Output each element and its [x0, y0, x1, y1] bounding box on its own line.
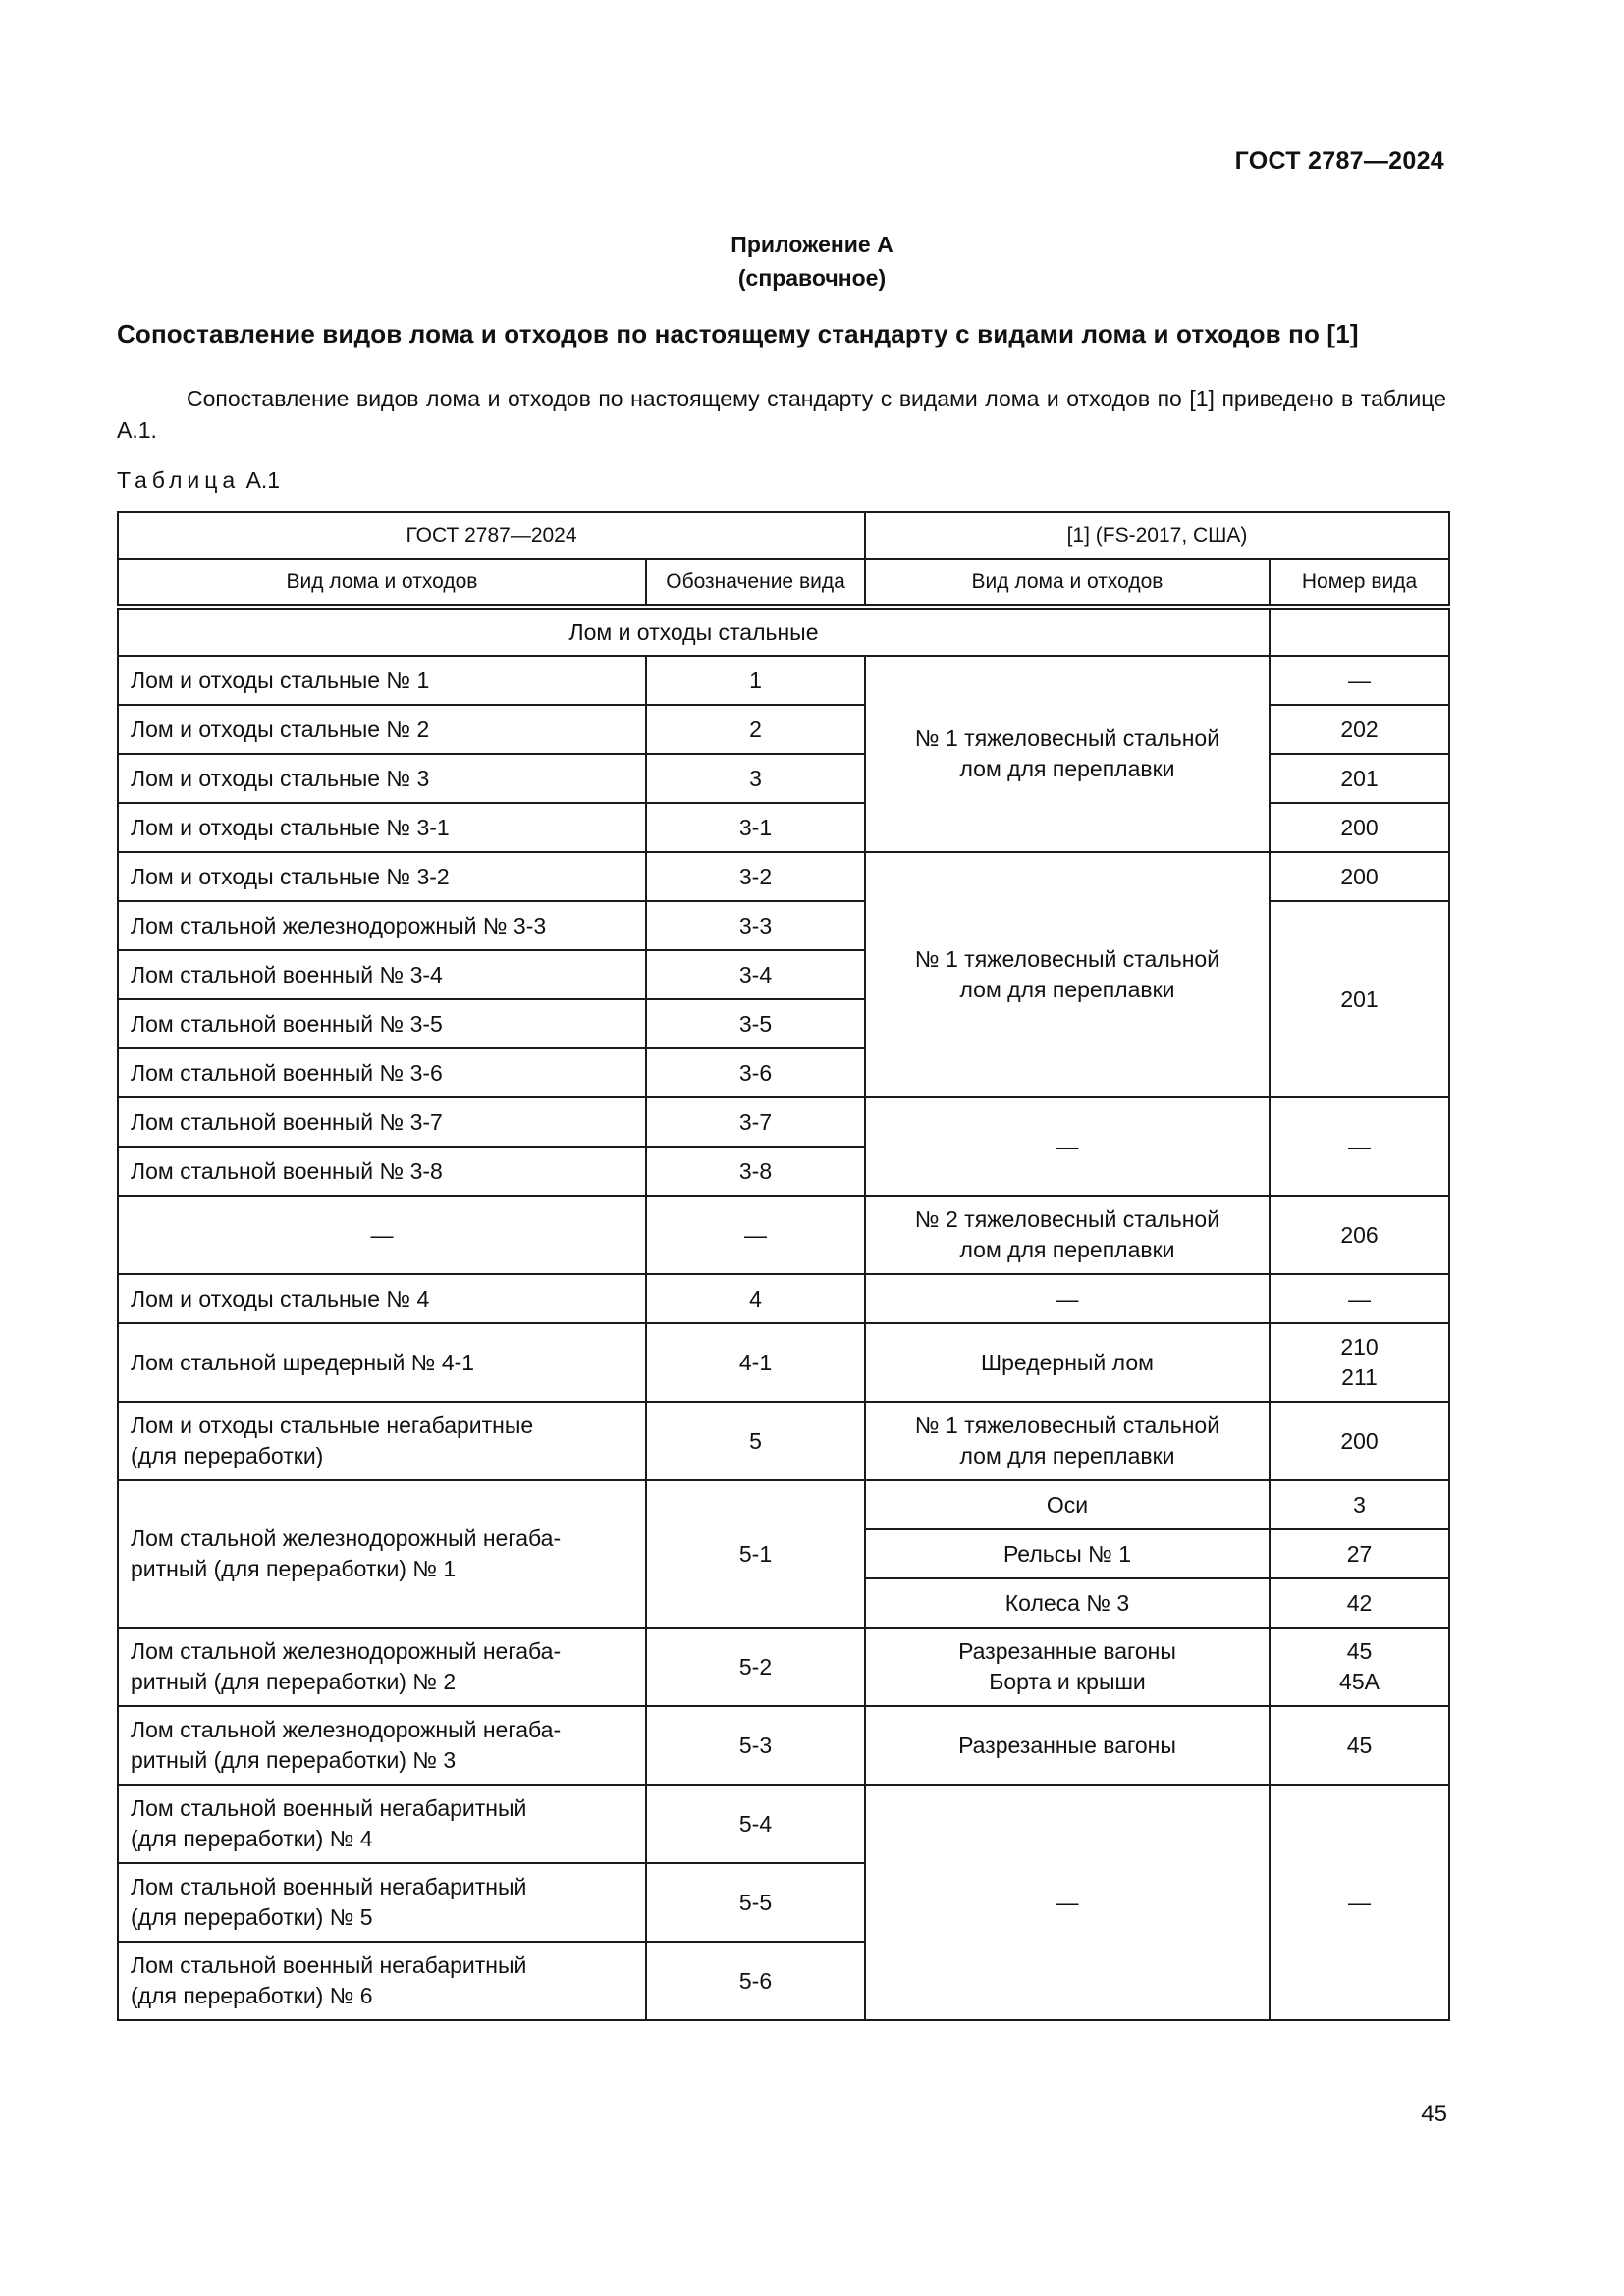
table-header-row: [118, 512, 1449, 559]
table-subheader-row: [118, 559, 1449, 607]
appendix-title: Приложение А: [731, 232, 893, 257]
kind-cell: Лом стальной военный негабаритный (для переработки) № 4: [118, 1785, 646, 1863]
kind-cell: Лом и отходы стальные № 2: [118, 705, 646, 754]
kind-cell: Лом и отходы стальные № 3: [118, 754, 646, 803]
ref-kind-cell: № 1 тяжеловесный стальной лом для переплавки: [865, 1402, 1270, 1480]
kind-cell: Лом стальной военный № 3-5: [118, 999, 646, 1048]
code-cell: 3-4: [646, 950, 865, 999]
table-caption-word: Таблица: [117, 467, 241, 493]
kind-cell: Лом стальной шредерный № 4-1: [118, 1323, 646, 1402]
table-row: [118, 1706, 1449, 1785]
kind-cell: Лом стальной военный № 3-6: [118, 1048, 646, 1097]
kind-cell: Лом стальной железнодорожный негаба- ритный (для переработки) № 1: [118, 1480, 646, 1628]
ref-kind-cell: Разрезанные вагоны: [865, 1706, 1270, 1785]
section-title: Сопоставление видов лома и отходов по настоящему стандарту с видами лома и отходов по [1]: [117, 319, 1359, 348]
ref-num-cell: 27: [1270, 1529, 1449, 1578]
ref-kind-cell: № 1 тяжеловесный стальной лом для переплавки: [865, 852, 1270, 1097]
comparison-table: [117, 511, 1450, 2021]
table-caption-number: А.1: [245, 467, 281, 493]
code-cell: 4: [646, 1274, 865, 1323]
ref-num-cell: 200: [1270, 803, 1449, 852]
table-row: [118, 1785, 1449, 1863]
code-cell: 3-1: [646, 803, 865, 852]
table-row: [118, 1402, 1449, 1480]
ref-kind-cell: № 2 тяжеловесный стальной лом для переплавки: [865, 1196, 1270, 1274]
code-cell: 3: [646, 754, 865, 803]
ref-kind-cell: Шредерный лом: [865, 1323, 1270, 1402]
kind-cell: Лом стальной железнодорожный негаба- ритный (для переработки) № 3: [118, 1706, 646, 1785]
ref-num-cell: 201: [1270, 901, 1449, 1097]
table-caption: [117, 467, 280, 494]
ref-kind-cell: —: [865, 1274, 1270, 1323]
code-cell: 3-7: [646, 1097, 865, 1147]
code-cell: 3-5: [646, 999, 865, 1048]
ref-num-cell: 202: [1270, 705, 1449, 754]
section-row: [118, 607, 1449, 656]
header-fs: [1] (FS-2017, США): [865, 512, 1449, 559]
ref-num-cell: 3: [1270, 1480, 1449, 1529]
table-row: [118, 1196, 1449, 1274]
table-row: [118, 656, 1449, 705]
table-row: [118, 852, 1449, 901]
code-cell: 5-6: [646, 1942, 865, 2020]
table-row: [118, 1274, 1449, 1323]
code-cell: 3-8: [646, 1147, 865, 1196]
kind-cell: Лом и отходы стальные № 4: [118, 1274, 646, 1323]
ref-num-cell: —: [1270, 1274, 1449, 1323]
ref-kind-cell: —: [865, 1785, 1270, 2020]
kind-cell: Лом стальной железнодорожный № 3-3: [118, 901, 646, 950]
kind-cell: Лом стальной военный № 3-7: [118, 1097, 646, 1147]
kind-cell: Лом стальной военный негабаритный (для переработки) № 5: [118, 1863, 646, 1942]
ref-num-cell: 201: [1270, 754, 1449, 803]
ref-kind-cell: Разрезанные вагоны Борта и крыши: [865, 1628, 1270, 1706]
ref-num-cell: —: [1270, 1097, 1449, 1196]
ref-num-cell: 200: [1270, 852, 1449, 901]
code-cell: 2: [646, 705, 865, 754]
ref-num-cell: 200: [1270, 1402, 1449, 1480]
col-header-ref-kind: Вид лома и отходов: [865, 559, 1270, 607]
ref-num-cell: 42: [1270, 1578, 1449, 1628]
intro-paragraph: Сопоставление видов лома и отходов по настоящему стандарту с видами лома и отходов по [1] приведено в таблице А.1.: [117, 386, 1446, 443]
ref-num-cell: 206: [1270, 1196, 1449, 1274]
code-cell: 4-1: [646, 1323, 865, 1402]
kind-cell: Лом стальной военный № 3-4: [118, 950, 646, 999]
document-code: ГОСТ 2787—2024: [1234, 147, 1444, 175]
code-cell: 5-2: [646, 1628, 865, 1706]
ref-kind-cell: Оси: [865, 1480, 1270, 1529]
col-header-kind: Вид лома и отходов: [118, 559, 646, 607]
kind-cell: Лом стальной военный негабаритный (для переработки) № 6: [118, 1942, 646, 2020]
table-row: [118, 1323, 1449, 1402]
ref-kind-cell: № 1 тяжеловесный стальной лом для переплавки: [865, 656, 1270, 852]
ref-kind-cell: Колеса № 3: [865, 1578, 1270, 1628]
table-row: [118, 1097, 1449, 1147]
kind-cell: Лом и отходы стальные № 3-2: [118, 852, 646, 901]
kind-cell: —: [118, 1196, 646, 1274]
code-cell: 3-3: [646, 901, 865, 950]
code-cell: 3-6: [646, 1048, 865, 1097]
kind-cell: Лом и отходы стальные № 3-1: [118, 803, 646, 852]
code-cell: —: [646, 1196, 865, 1274]
header-gost: ГОСТ 2787—2024: [118, 512, 865, 559]
ref-num-cell: 45: [1270, 1706, 1449, 1785]
code-cell: 5: [646, 1402, 865, 1480]
code-cell: 5-5: [646, 1863, 865, 1942]
code-cell: 5-4: [646, 1785, 865, 1863]
kind-cell: Лом и отходы стальные негабаритные (для переработки): [118, 1402, 646, 1480]
ref-num-cell: 45 45А: [1270, 1628, 1449, 1706]
appendix-subtitle: (справочное): [737, 265, 887, 291]
ref-num-cell: 210 211: [1270, 1323, 1449, 1402]
ref-num-cell: —: [1270, 656, 1449, 705]
section-empty-cell: [1270, 607, 1449, 656]
table-row: [118, 1480, 1449, 1529]
col-header-code: Обозначение вида: [646, 559, 865, 607]
code-cell: 5-1: [646, 1480, 865, 1628]
page-number: 45: [1421, 2101, 1447, 2127]
code-cell: 3-2: [646, 852, 865, 901]
col-header-ref-num: Номер вида: [1270, 559, 1449, 607]
ref-kind-cell: Рельсы № 1: [865, 1529, 1270, 1578]
appendix-heading: [0, 228, 1624, 294]
ref-num-cell: —: [1270, 1785, 1449, 2020]
kind-cell: Лом и отходы стальные № 1: [118, 656, 646, 705]
section-label: Лом и отходы стальные: [118, 607, 1270, 656]
code-cell: 1: [646, 656, 865, 705]
ref-kind-cell: —: [865, 1097, 1270, 1196]
kind-cell: Лом стальной железнодорожный негаба- ритный (для переработки) № 2: [118, 1628, 646, 1706]
table-row: [118, 1628, 1449, 1706]
kind-cell: Лом стальной военный № 3-8: [118, 1147, 646, 1196]
code-cell: 5-3: [646, 1706, 865, 1785]
